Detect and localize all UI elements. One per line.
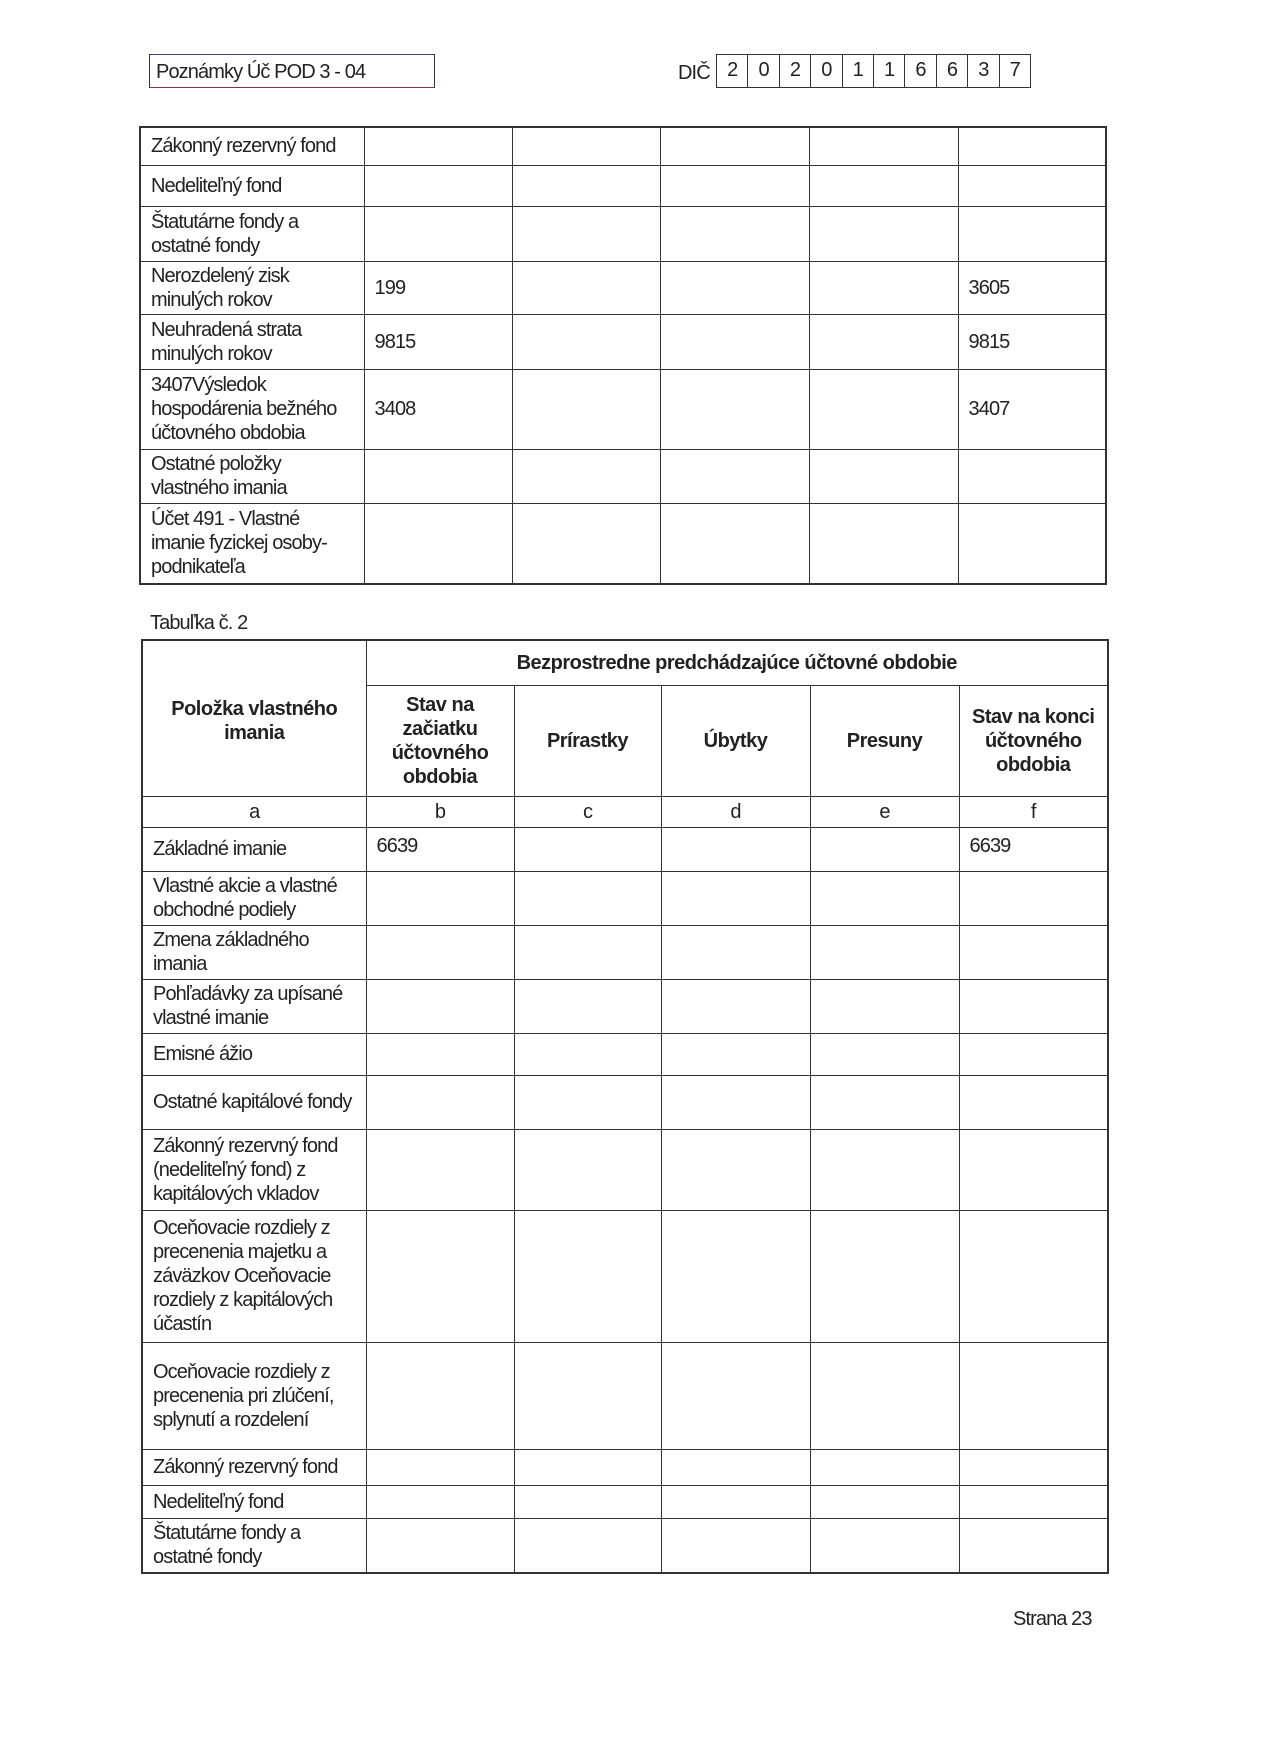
col-letter-c: c xyxy=(514,796,661,827)
row-label: Nerozdelený zisk minulých rokov xyxy=(140,261,364,314)
cell-e xyxy=(810,827,959,871)
row-label: Ostatné položky vlastného imania xyxy=(140,449,364,503)
col-header-start: Stav na začiatku účtovného obdobia xyxy=(366,685,514,796)
cell-b xyxy=(364,127,512,165)
cell-b: 199 xyxy=(364,261,512,314)
cell-d xyxy=(661,871,810,925)
col-header-decrease: Úbytky xyxy=(661,685,810,796)
table-row xyxy=(140,261,1106,314)
col-header-transfers: Presuny xyxy=(810,685,959,796)
cell-b xyxy=(366,925,514,979)
col-header-end: Stav na konci účtovného obdobia xyxy=(959,685,1108,796)
cell-f: 3605 xyxy=(958,261,1106,314)
cell-b xyxy=(364,503,512,584)
row-label: Neuhradená strata minulých rokov xyxy=(140,314,364,369)
cell-e xyxy=(809,206,958,261)
table-row xyxy=(142,827,1108,871)
table-row xyxy=(142,1075,1108,1129)
table-row xyxy=(140,449,1106,503)
dic-digit: 2 xyxy=(727,59,738,81)
col-letter-d: d xyxy=(661,796,810,827)
cell-c xyxy=(514,1210,661,1342)
cell-b xyxy=(364,206,512,261)
table-row xyxy=(142,1033,1108,1075)
dic-boxes xyxy=(716,54,1031,88)
cell-f xyxy=(959,1485,1108,1518)
cell-e xyxy=(810,925,959,979)
cell-f xyxy=(959,871,1108,925)
cell-b: 9815 xyxy=(364,314,512,369)
cell-f xyxy=(959,979,1108,1033)
cell-e xyxy=(809,449,958,503)
cell-d xyxy=(661,827,810,871)
cell-c xyxy=(512,369,660,449)
cell-d xyxy=(660,165,809,206)
cell-e xyxy=(809,369,958,449)
cell-c xyxy=(512,165,660,206)
cell-c xyxy=(512,503,660,584)
cell-f xyxy=(958,503,1106,584)
row-label: Pohľadávky za upísané vlastné imanie xyxy=(142,979,366,1033)
table-row xyxy=(142,1210,1108,1342)
table-row xyxy=(142,979,1108,1033)
cell-e xyxy=(809,165,958,206)
row-label: Štatutárne fondy a ostatné fondy xyxy=(142,1518,366,1573)
table-row xyxy=(140,369,1106,449)
cell-c xyxy=(514,979,661,1033)
cell-e xyxy=(810,1075,959,1129)
cell-e xyxy=(809,503,958,584)
cell-e xyxy=(809,314,958,369)
cell-b xyxy=(364,449,512,503)
cell-f xyxy=(959,1033,1108,1075)
cell-c xyxy=(514,1075,661,1129)
cell-d xyxy=(661,1342,810,1449)
cell-d xyxy=(660,261,809,314)
cell-d xyxy=(661,1485,810,1518)
table-row xyxy=(140,314,1106,369)
cell-c xyxy=(512,206,660,261)
row-label: 3407Výsledok hospodárenia bežného účtovného obdobia xyxy=(140,369,364,449)
dic-digit: 6 xyxy=(904,55,935,87)
period-header: Bezprostredne predchádzajúce účtovné obdobie xyxy=(366,640,1108,685)
page-number: Strana 23 xyxy=(1013,1608,1092,1630)
row-label: Nedeliteľný fond xyxy=(142,1485,366,1518)
dic-digit: 2 xyxy=(779,55,810,87)
cell-e xyxy=(810,1033,959,1075)
table-row xyxy=(140,127,1106,165)
cell-d xyxy=(661,1033,810,1075)
col-letter-e: e xyxy=(810,796,959,827)
row-label: Oceňovacie rozdiely z precenenia majetku a záväzkov Oceňovacie rozdiely z kapitálových účastín xyxy=(142,1210,366,1342)
cell-d xyxy=(660,503,809,584)
cell-c xyxy=(514,871,661,925)
cell-f xyxy=(959,1342,1108,1449)
cell-f xyxy=(959,1210,1108,1342)
cell-d xyxy=(661,1210,810,1342)
form-title: Poznámky Úč POD 3 - 04 xyxy=(156,61,366,83)
cell-f xyxy=(959,1075,1108,1129)
cell-b xyxy=(364,165,512,206)
cell-d xyxy=(661,1075,810,1129)
table-row xyxy=(142,1485,1108,1518)
row-label: Účet 491 - Vlastné imanie fyzickej osoby-podnikateľa xyxy=(140,503,364,584)
col-letter-a: a xyxy=(142,796,366,827)
table-row xyxy=(142,925,1108,979)
cell-e xyxy=(810,1485,959,1518)
cell-f: 3407 xyxy=(958,369,1106,449)
cell-c xyxy=(514,1518,661,1573)
row-label: Nedeliteľný fond xyxy=(140,165,364,206)
row-label: Zmena základného imania xyxy=(142,925,366,979)
cell-f xyxy=(959,925,1108,979)
cell-d xyxy=(660,369,809,449)
equity-table-1 xyxy=(139,126,1107,585)
cell-b xyxy=(366,871,514,925)
cell-c xyxy=(514,1129,661,1210)
cell-c xyxy=(512,127,660,165)
dic-label: DIČ xyxy=(678,62,710,84)
cell-f: 9815 xyxy=(958,314,1106,369)
cell-f xyxy=(959,1518,1108,1573)
row-label: Zákonný rezervný fond xyxy=(142,1449,366,1485)
row-label: Ostatné kapitálové fondy xyxy=(142,1075,366,1129)
table-row xyxy=(142,1342,1108,1449)
cell-c xyxy=(512,261,660,314)
form-title-box xyxy=(149,54,435,88)
cell-f xyxy=(958,165,1106,206)
col-header-item: Položka vlastného imania xyxy=(142,640,366,796)
cell-b xyxy=(366,979,514,1033)
table-row xyxy=(140,206,1106,261)
cell-b: 6639 xyxy=(366,827,514,871)
table-row xyxy=(140,503,1106,584)
cell-f xyxy=(958,206,1106,261)
cell-b xyxy=(366,1075,514,1129)
row-label: Emisné ážio xyxy=(142,1033,366,1075)
col-header-increase: Prírastky xyxy=(514,685,661,796)
cell-b xyxy=(366,1342,514,1449)
col-letter-b: b xyxy=(366,796,514,827)
dic-digit: 0 xyxy=(747,55,778,87)
cell-e xyxy=(810,1518,959,1573)
cell-c xyxy=(514,925,661,979)
cell-e xyxy=(809,261,958,314)
cell-b xyxy=(366,1449,514,1485)
cell-b xyxy=(366,1129,514,1210)
cell-e xyxy=(810,1449,959,1485)
cell-f xyxy=(959,1129,1108,1210)
cell-e xyxy=(810,1210,959,1342)
cell-d xyxy=(661,925,810,979)
col-letter-f: f xyxy=(959,796,1108,827)
cell-b xyxy=(366,1210,514,1342)
cell-d xyxy=(660,127,809,165)
equity-table-2 xyxy=(141,639,1109,1574)
cell-c xyxy=(514,1033,661,1075)
cell-b xyxy=(366,1518,514,1573)
row-label: Zákonný rezervný fond (nedeliteľný fond) z kapitálových vkladov xyxy=(142,1129,366,1210)
dic-digit: 7 xyxy=(999,55,1030,87)
table-row xyxy=(140,165,1106,206)
cell-e xyxy=(810,1342,959,1449)
table-2-caption: Tabuľka č. 2 xyxy=(150,612,248,634)
cell-b xyxy=(366,1033,514,1075)
dic-digit: 0 xyxy=(810,55,841,87)
row-label: Základné imanie xyxy=(142,827,366,871)
cell-f: 6639 xyxy=(959,827,1108,871)
cell-c xyxy=(514,1449,661,1485)
table-row xyxy=(142,1518,1108,1573)
row-label: Vlastné akcie a vlastné obchodné podiely xyxy=(142,871,366,925)
cell-b xyxy=(366,1485,514,1518)
cell-d xyxy=(660,314,809,369)
cell-c xyxy=(514,1485,661,1518)
dic-digit: 3 xyxy=(967,55,998,87)
dic-digit: 1 xyxy=(842,55,873,87)
cell-e xyxy=(809,127,958,165)
cell-c xyxy=(514,1342,661,1449)
cell-d xyxy=(661,979,810,1033)
cell-c xyxy=(512,449,660,503)
cell-e xyxy=(810,979,959,1033)
cell-d xyxy=(661,1449,810,1485)
row-label: Zákonný rezervný fond xyxy=(140,127,364,165)
dic-digit: 6 xyxy=(936,55,967,87)
cell-d xyxy=(661,1518,810,1573)
row-label: Štatutárne fondy a ostatné fondy xyxy=(140,206,364,261)
cell-e xyxy=(810,1129,959,1210)
cell-d xyxy=(660,449,809,503)
table-row xyxy=(142,1449,1108,1485)
cell-c xyxy=(514,827,661,871)
cell-f xyxy=(959,1449,1108,1485)
cell-b: 3408 xyxy=(364,369,512,449)
table-row xyxy=(142,871,1108,925)
dic-digit: 1 xyxy=(873,55,904,87)
table-row xyxy=(142,1129,1108,1210)
cell-f xyxy=(958,127,1106,165)
cell-d xyxy=(661,1129,810,1210)
cell-d xyxy=(660,206,809,261)
cell-c xyxy=(512,314,660,369)
cell-e xyxy=(810,871,959,925)
cell-f xyxy=(958,449,1106,503)
row-label: Oceňovacie rozdiely z precenenia pri zlúčení, splynutí a rozdelení xyxy=(142,1342,366,1449)
